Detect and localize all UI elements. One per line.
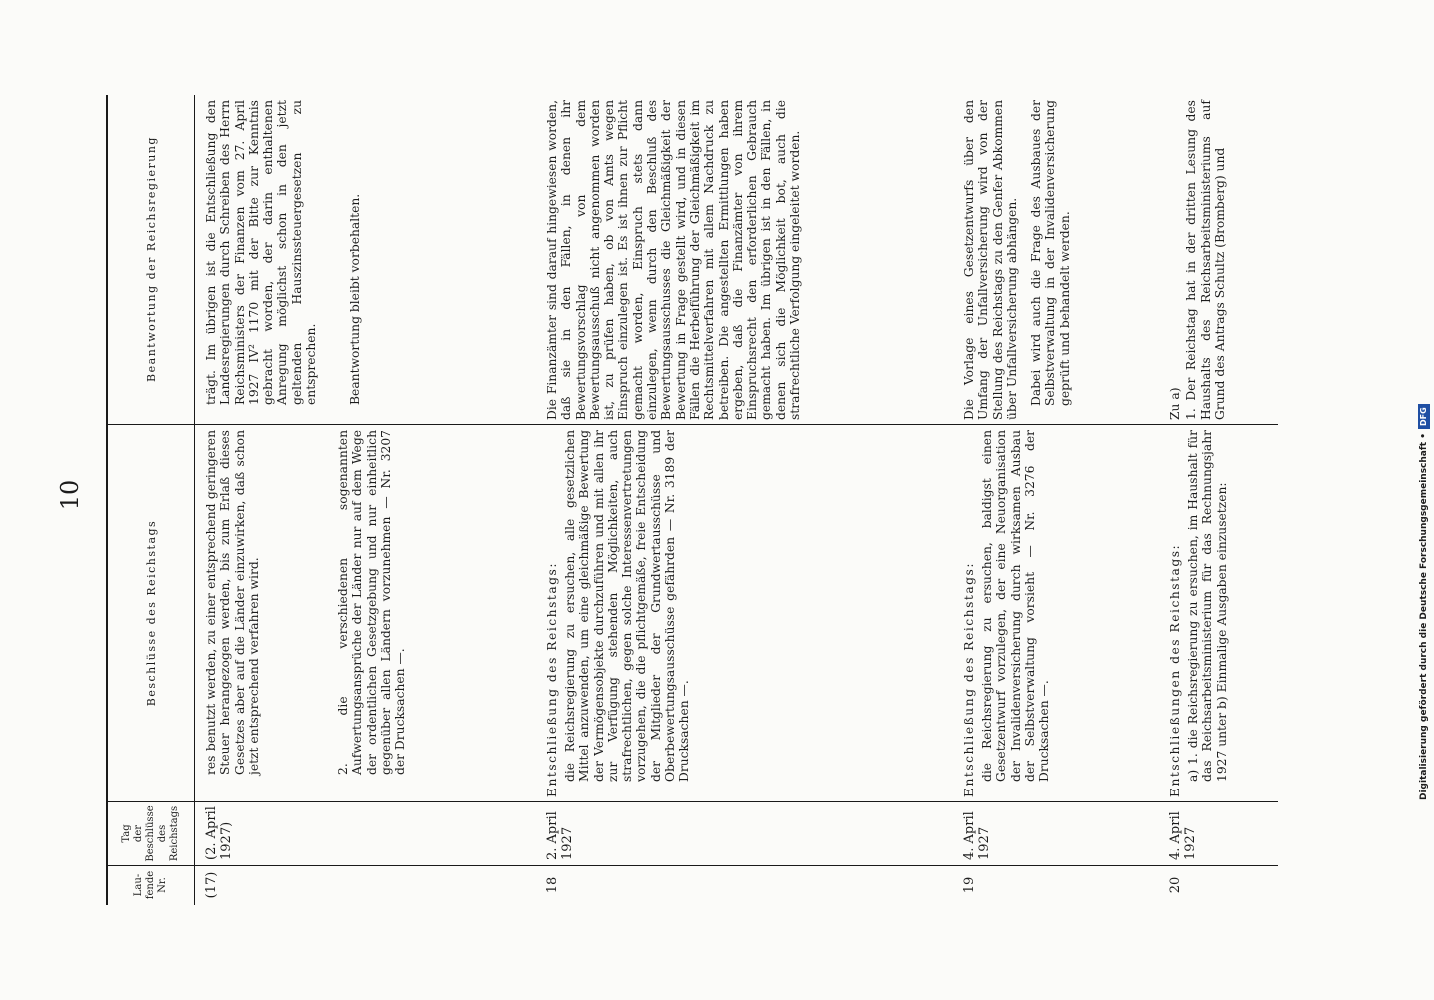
beschluss-heading: Entschließung des Reichstags: <box>962 562 976 797</box>
row-date: 4. April 1927 <box>962 811 992 860</box>
column-divider-2 <box>108 801 1278 802</box>
header-lfd-nr: Lau- fende Nr. <box>133 870 168 900</box>
header-beschluesse: Beschlüsse des Reichstags <box>144 519 158 707</box>
antwort-text: trägt. Im übrigen ist die Entschließung den Landesregierungen durch Schreiben des Herrn Reichsministers der Finanzen vom 27. April 1927 IV² 1170 mit der Bitte zur Kenntnis gebracht worden, der darin enthaltenen Anregung möglichst schon in den jetzt geltenden Hauszinssteuergesetzen zu entsprechen. <box>204 100 319 405</box>
row-date: (2. April 1927) <box>204 806 234 860</box>
header-rule <box>194 95 195 905</box>
column-divider-1 <box>108 865 1278 866</box>
antwort-text: Zu a) 1. Der Reichstag hat in der dritten Lesung des Haushalts des Reichsarbeitsministeriums auf Grund des Antrags Schultz (Bromberg) und <box>1168 100 1227 420</box>
digitization-credit: Digitalisierung gefördert durch die Deutsche Forschungsgemeinschaft • DFG <box>1414 200 1434 800</box>
header-beantwortung: Beantwortung der Reichsregierung <box>144 136 158 382</box>
top-rule <box>106 95 108 905</box>
antwort-text: Die Finanzämter sind darauf hingewiesen worden, daß sie in den Fällen, in denen ihr Bewertungsvorschlag von dem Bewertungsausschuß nicht angenommen worden ist, zu prüfen haben, ob von Amts wegen Einspruch einzulegen ist. Es ist ihnen zur Pflicht gemacht worden, Einspruch stets dann einzulegen, wenn durch den Beschluß des Bewertungsausschusses die Gleichmäßigkeit der Bewertung in Frage gestellt wird, und in diesen Fällen die Herbeiführung der Gleichmäßigkeit im Rechtsmittelverfahren mit allem Nachdruck zu betreiben. Die angestellten Ermittlungen haben ergeben, daß die Finanzämter von ihrem Einspruchsrecht den erforderlichen Gebrauch gemacht haben. Im übrigen ist in den Fällen, in denen sich die Möglichkeit bot, auch die strafrechtliche Verfolgung eingeleitet worden. <box>545 100 803 420</box>
row-date: 2. April 1927 <box>545 811 575 860</box>
beschluss-text: die Reichsregierung zu ersuchen, alle gesetzlichen Mittel anzuwenden, um eine gleichmäßige Bewertung der Vermögensobjekte durchzuführen und mit allen ihr zur Verfügung stehenden Möglichkeiten, auch strafrechtlichen, gegen solche Interessenvertretungen vorzugehen, die die pflichtgemäße, freie Entscheidung der Mitglieder der Grundwertausschüsse und Oberbewertungsausschüsse gefährden — Nr. 3189 der Drucksachen —. <box>563 430 692 782</box>
header-tag: Tag der Beschlüsse des Reichstags <box>121 805 180 862</box>
antwort-text: Die Vorlage eines Gesetzentwurfs über den Umfang der Unfallversicherung wird von der Stellung des Reichstags zu den Genfer Abkommen über Unfallversicherung abhängen. Dabei wird auch die Frage des Ausbaues der Selbstverwaltung in der Invalidenversicherung geprüft und behandelt werden. <box>962 100 1072 420</box>
beschluss-heading: Entschließung des Reichstags: <box>545 562 559 797</box>
page-number: 10 <box>56 479 84 511</box>
antwort-text: Beantwortung bleibt vorbehalten. <box>348 193 362 405</box>
row-number: 20 <box>1168 876 1183 894</box>
beschluss-text: 2. die verschiedenen sogenannten Aufwertungsansprüche der Länder nur auf dem Wege der ordentlichen Gesetzgebung und nur einheitlich gegenüber allen Ländern vorzunehmen — Nr. 3207 der Drucksachen —. <box>336 430 408 775</box>
dfg-logo: DFG <box>1418 404 1430 429</box>
beschluss-heading: Entschließungen des Reichstags: <box>1168 543 1182 797</box>
row-number: 19 <box>962 876 977 894</box>
beschluss-text: a) 1. die Reichsregierung zu ersuchen, im Haushalt für das Reichsarbeitsministerium für das Rechnungsjahr 1927 unter b) Einmalige Ausgaben einzusetzen: <box>1186 430 1229 782</box>
row-date: 4. April 1927 <box>1168 811 1198 860</box>
row-number: (17) <box>204 871 219 899</box>
column-divider-3 <box>108 424 1278 425</box>
beschluss-text: res benutzt werden, zu einer entsprechend geringeren Steuer herangezogen werden, bis zum Erlaß dieses Gesetzes aber auf die Länder einzuwirken, daß schon jetzt entsprechend verfahren wird. <box>204 430 261 775</box>
beschluss-text: die Reichsregierung zu ersuchen, baldigst einen Gesetzentwurf vorzulegen, der eine Neuorganisation der Invalidenversicherung durch wirksamen Ausbau der Selbstverwaltung vorsieht — Nr. 3276 der Drucksachen —. <box>980 430 1052 782</box>
row-number: 18 <box>545 876 560 894</box>
